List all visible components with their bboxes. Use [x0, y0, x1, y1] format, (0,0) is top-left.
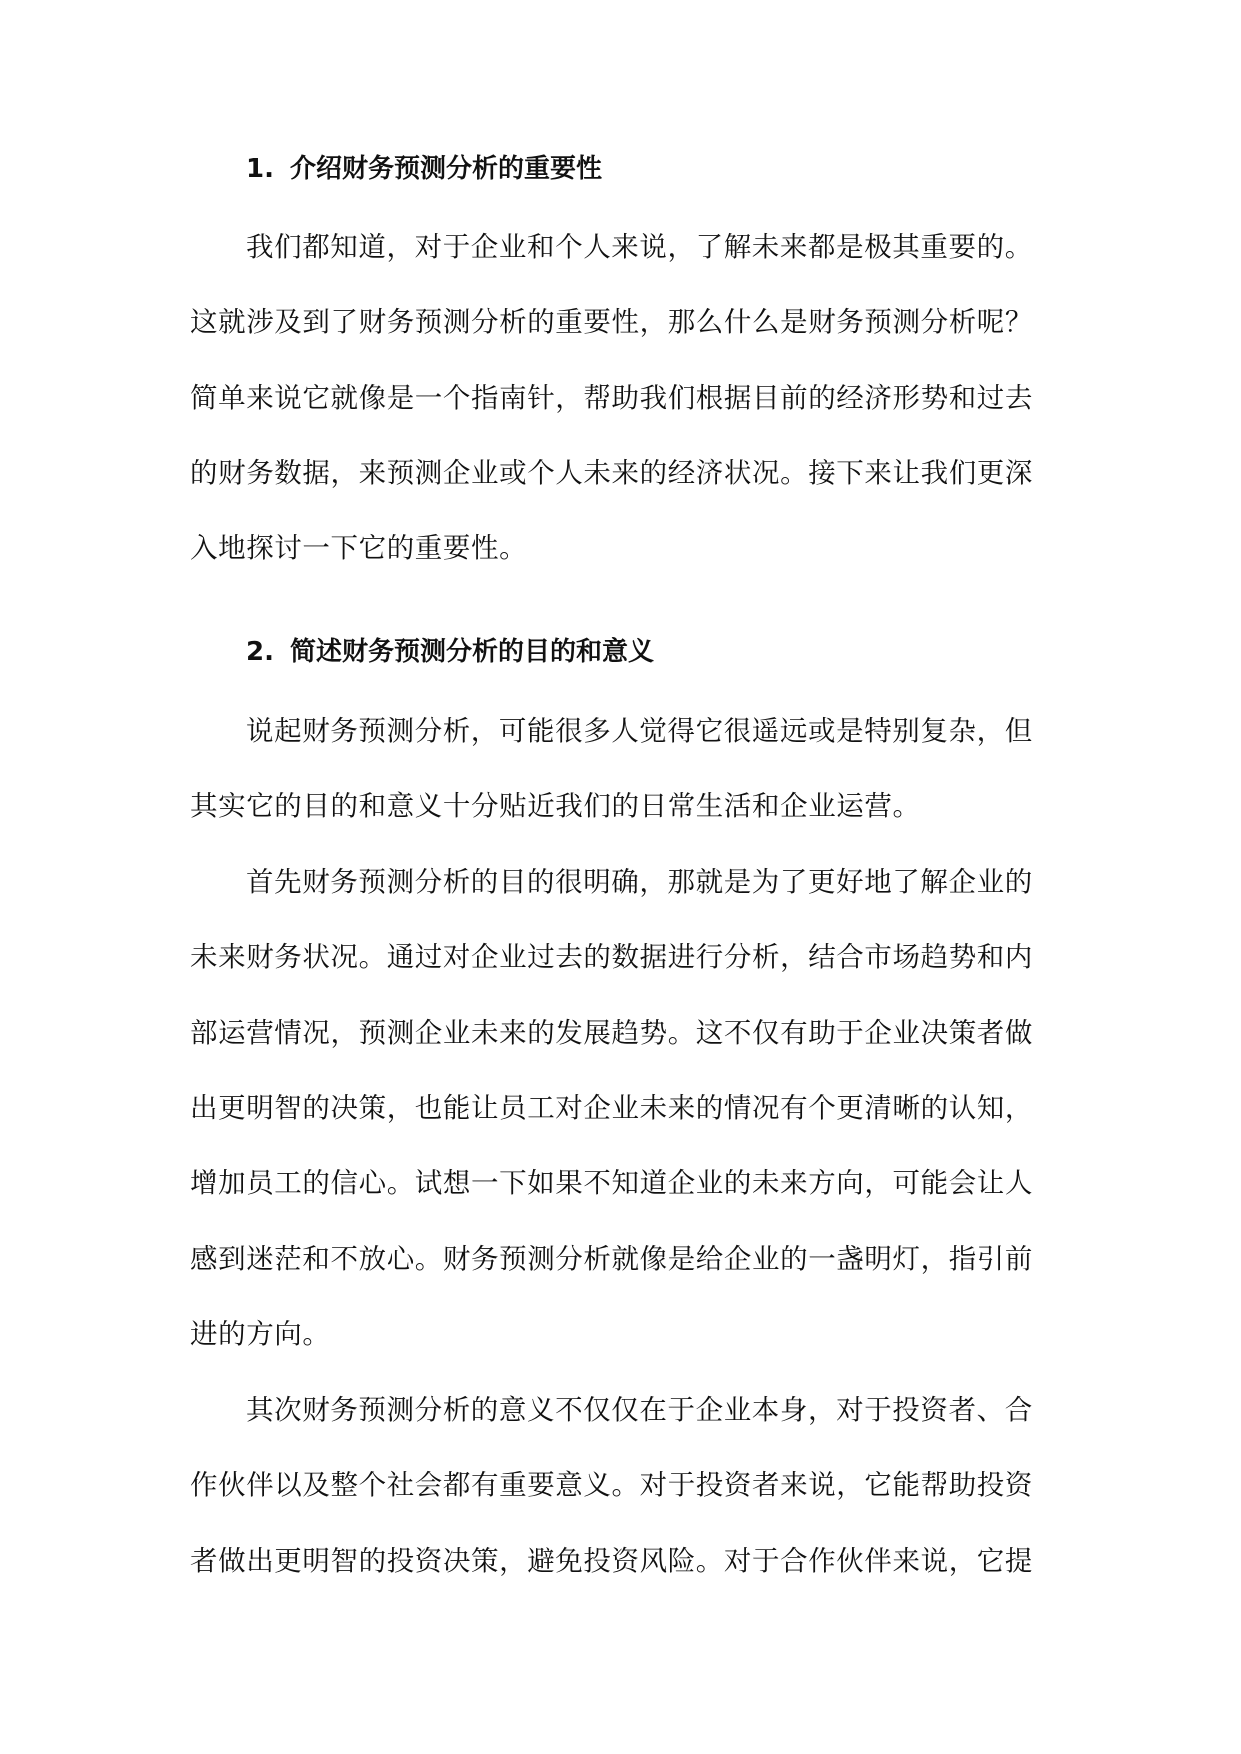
paragraph-line: 部运营情况，预测企业未来的发展趋势。这不仅有助于企业决策者做	[190, 1017, 1033, 1049]
section-heading-1	[246, 151, 602, 187]
paragraph-line: 说起财务预测分析，可能很多人觉得它很遥远或是特别复杂，但	[246, 715, 1033, 747]
paragraph-line: 其实它的目的和意义十分贴近我们的日常生活和企业运营。	[190, 790, 921, 822]
section-heading-2	[246, 634, 654, 670]
paragraph-line: 我们都知道，对于企业和个人来说，了解未来都是极其重要的。	[246, 231, 1033, 263]
section-title: 介绍财务预测分析的重要性	[290, 154, 603, 184]
paragraph-line: 增加员工的信心。试想一下如果不知道企业的未来方向，可能会让人	[190, 1167, 1033, 1199]
paragraph-line: 其次财务预测分析的意义不仅仅在于企业本身，对于投资者、合	[246, 1394, 1033, 1426]
paragraph-line: 作伙伴以及整个社会都有重要意义。对于投资者来说，它能帮助投资	[190, 1469, 1033, 1501]
paragraph-line: 简单来说它就像是一个指南针，帮助我们根据目前的经济形势和过去	[190, 382, 1033, 414]
paragraph-line: 出更明智的决策，也能让员工对企业未来的情况有个更清晰的认知，	[190, 1092, 1033, 1124]
paragraph-line: 入地探讨一下它的重要性。	[190, 532, 528, 564]
section-number: 2.	[246, 637, 274, 667]
section-number: 1.	[246, 154, 274, 184]
paragraph-line: 者做出更明智的投资决策，避免投资风险。对于合作伙伴来说，它提	[190, 1545, 1033, 1577]
paragraph-line: 这就涉及到了财务预测分析的重要性，那么什么是财务预测分析呢？	[190, 306, 1033, 338]
paragraph-line: 感到迷茫和不放心。财务预测分析就像是给企业的一盏明灯，指引前	[190, 1243, 1033, 1275]
paragraph-line: 进的方向。	[190, 1318, 331, 1350]
paragraph-line: 首先财务预测分析的目的很明确，那就是为了更好地了解企业的	[246, 866, 1033, 898]
paragraph-line: 的财务数据，来预测企业或个人未来的经济状况。接下来让我们更深	[190, 457, 1033, 489]
paragraph-line: 未来财务状况。通过对企业过去的数据进行分析，结合市场趋势和内	[190, 941, 1033, 973]
section-title: 简述财务预测分析的目的和意义	[290, 637, 655, 667]
